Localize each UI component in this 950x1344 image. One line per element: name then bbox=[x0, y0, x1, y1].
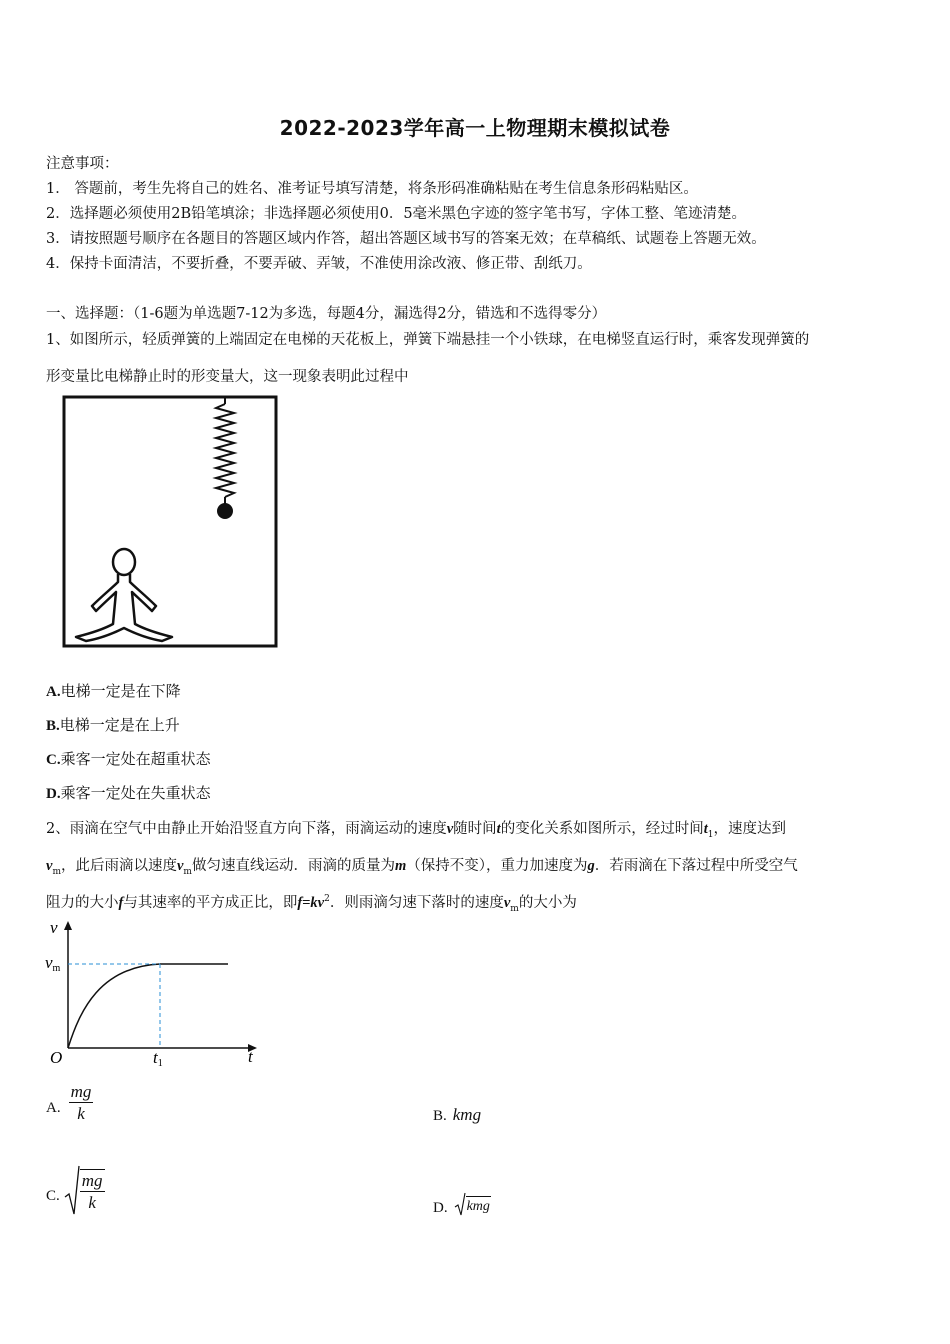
option-letter: B. bbox=[433, 1108, 447, 1124]
q2-option-a[interactable] bbox=[46, 1082, 93, 1125]
page-title: 2022-2023学年高一上物理期末模拟试卷 bbox=[279, 116, 671, 140]
vm-label: vm bbox=[45, 953, 61, 974]
t1-label: t1 bbox=[153, 1048, 163, 1069]
q1-text-line1: 1、如图所示，轻质弹簧的上端固定在电梯的天花板上，弹簧下端悬挂一个小铁球，在电梯竖直运行时，乘客发现弹簧的 bbox=[46, 332, 810, 348]
q2-option-d[interactable] bbox=[433, 1191, 491, 1217]
q2-option-b[interactable] bbox=[433, 1105, 481, 1125]
q2-text-line2: $v_m$，此后雨滴以速度$v_m$做匀速直线运动．雨滴的质量为m（保持不变），重力加速度为g．若雨滴在下落过程中所受空气 bbox=[46, 858, 798, 877]
q2-option-c[interactable] bbox=[46, 1165, 105, 1217]
passenger-figure bbox=[76, 549, 172, 641]
velocity-curve bbox=[68, 964, 228, 1048]
velocity-time-graph bbox=[40, 915, 270, 1070]
elevator-box bbox=[64, 397, 276, 646]
fraction-mg-over-k: $\frac{mg}{k}$ bbox=[70, 1082, 92, 1123]
option-text: 乘客一定处在超重状态 bbox=[60, 750, 211, 768]
option-letter: C. bbox=[46, 1187, 60, 1204]
expression-kmg: kmg bbox=[452, 1105, 482, 1124]
sqrt-sign-icon bbox=[64, 1165, 80, 1217]
option-letter: B. bbox=[46, 718, 60, 734]
option-text: 乘客一定处在失重状态 bbox=[60, 784, 211, 802]
option-text: 电梯一定是在上升 bbox=[59, 716, 180, 734]
section-heading: 一、选择题：（1-6题为单选题7-12为多选，每题4分，漏选得2分，错选和不选得零分） bbox=[46, 306, 607, 322]
fraction-mg-over-k-root: $\frac{mg}{k}$ bbox=[81, 1170, 103, 1212]
option-letter: A. bbox=[46, 684, 61, 700]
iron-ball bbox=[217, 503, 233, 519]
option-letter: D. bbox=[433, 1200, 448, 1216]
spring bbox=[216, 404, 234, 497]
sqrt-sign-icon bbox=[454, 1191, 466, 1217]
origin-label: O bbox=[50, 1048, 63, 1067]
q1-option-d[interactable] bbox=[46, 782, 211, 803]
notice-item-3: 3．请按照题号顺序在各题目的答题区域内作答，超出答题区域书写的答案无效；在草稿纸、试题卷上答题无效。 bbox=[46, 231, 766, 247]
option-letter: D. bbox=[46, 786, 61, 802]
q1-option-c[interactable] bbox=[46, 748, 211, 769]
elevator-figure bbox=[58, 392, 284, 654]
q2-text-line3: 阻力的大小f与其速率的平方成正比，即$f=kv^2$．则雨滴匀速下落时的速度$v_m$的大小为 bbox=[46, 894, 577, 914]
q2-text-line1: 2、雨滴在空气中由静止开始沿竖直方向下落，雨滴运动的速度v随时间t的变化关系如图所示，经过时间$t_1$，速度达到 bbox=[46, 821, 786, 840]
notice-item-1: 1． 答题前，考生先将自己的姓名、准考证号填写清楚，将条形码准确粘贴在考生信息条形码粘贴区。 bbox=[46, 181, 698, 197]
option-letter: C. bbox=[46, 752, 61, 768]
notice-item-2: 2．选择题必须使用2B铅笔填涂；非选择题必须使用0．5毫米黑色字迹的签字笔书写，字体工整、笔迹清楚。 bbox=[46, 206, 747, 222]
notice-item-4: 4．保持卡面清洁，不要折叠，不要弄破、弄皱，不准使用涂改液、修正带、刮纸刀。 bbox=[46, 256, 592, 272]
q1-option-a[interactable] bbox=[46, 680, 181, 701]
notice-heading: 注意事项： bbox=[46, 156, 119, 172]
x-axis-label: t bbox=[248, 1047, 253, 1066]
q1-text-line2: 形变量比电梯静止时的形变量大，这一现象表明此过程中 bbox=[46, 369, 409, 385]
q1-option-b[interactable] bbox=[46, 714, 180, 735]
option-text: 电梯一定是在下降 bbox=[60, 682, 181, 700]
expression-kmg-root: kmg bbox=[466, 1196, 491, 1217]
y-axis-label: v bbox=[50, 918, 58, 937]
option-letter: A. bbox=[46, 1100, 61, 1116]
